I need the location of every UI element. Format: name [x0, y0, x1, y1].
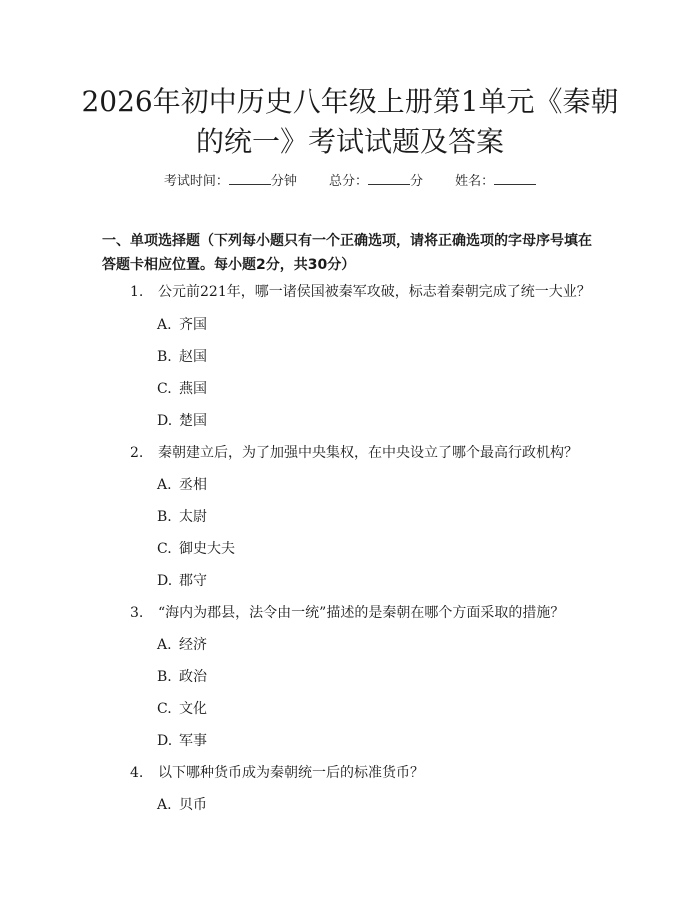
option-letter: A. — [157, 637, 172, 653]
section-heading-line-1: 一、单项选择题（下列每小题只有一个正确选项，请将正确选项的字母序号填在 — [102, 233, 592, 249]
question-4 — [130, 762, 424, 782]
question-number: 3. — [130, 605, 144, 621]
question-number: 4. — [130, 765, 144, 781]
option-letter: B. — [157, 349, 172, 365]
option-text: 郡守 — [179, 573, 207, 589]
exam-time-label: 考试时间： — [163, 174, 229, 189]
question-1-option-a — [157, 314, 207, 334]
question-3-option-d — [157, 730, 207, 750]
section-heading — [102, 229, 602, 277]
exam-time-unit: 分钟 — [270, 174, 297, 189]
question-3-option-c — [157, 698, 207, 718]
option-text: 太尉 — [179, 509, 207, 525]
option-text: 政治 — [179, 669, 207, 685]
question-4-option-a — [157, 794, 207, 814]
option-letter: D. — [157, 573, 173, 589]
option-text: 贝币 — [179, 797, 207, 813]
total-score-blank — [368, 174, 410, 185]
name-label: 姓名： — [455, 174, 495, 189]
question-2-option-b — [157, 506, 207, 526]
question-number: 2. — [130, 445, 144, 461]
option-text: 军事 — [179, 733, 207, 749]
title-line-1: 2026年初中历史八年级上册第1单元《秦朝 — [81, 85, 619, 118]
option-letter: A. — [157, 317, 172, 333]
option-text: 楚国 — [179, 413, 207, 429]
option-text: 赵国 — [179, 349, 207, 365]
question-2-option-c — [157, 538, 235, 558]
question-3-option-b — [157, 666, 207, 686]
question-1-option-c — [157, 378, 207, 398]
question-1-option-b — [157, 346, 207, 366]
exam-meta — [0, 170, 700, 189]
exam-time-field — [164, 174, 301, 189]
question-text: 公元前221年，哪一诸侯国被秦军攻破，标志着秦朝完成了统一大业？ — [158, 284, 591, 300]
name-field — [455, 174, 536, 189]
total-score-label: 总分： — [328, 174, 368, 189]
question-2-option-a — [157, 474, 207, 494]
question-3 — [130, 602, 564, 622]
option-letter: B. — [157, 509, 172, 525]
page-title — [60, 82, 640, 162]
option-letter: C. — [157, 381, 172, 397]
question-2 — [130, 442, 578, 462]
option-letter: A. — [157, 797, 172, 813]
question-1 — [130, 281, 591, 301]
question-number: 1. — [130, 284, 144, 300]
section-heading-line-2: 答题卡相应位置。每小题2分，共30分） — [102, 257, 356, 273]
option-text: 御史大夫 — [179, 541, 235, 557]
option-letter: D. — [157, 733, 173, 749]
option-text: 文化 — [179, 701, 207, 717]
option-text: 燕国 — [179, 381, 207, 397]
total-score-field — [329, 174, 427, 189]
exam-time-blank — [229, 174, 271, 185]
option-letter: B. — [157, 669, 172, 685]
question-1-option-d — [157, 410, 207, 430]
question-text: 以下哪种货币成为秦朝统一后的标准货币？ — [158, 765, 424, 781]
question-text: “海内为郡县，法令由一统”描述的是秦朝在哪个方面采取的措施？ — [158, 605, 565, 621]
option-letter: A. — [157, 477, 172, 493]
question-3-option-a — [157, 634, 207, 654]
option-text: 经济 — [179, 637, 207, 653]
question-2-option-d — [157, 570, 207, 590]
title-line-2: 的统一》考试试题及答案 — [195, 125, 504, 158]
option-text: 丞相 — [179, 477, 207, 493]
option-letter: C. — [157, 541, 172, 557]
option-letter: C. — [157, 701, 172, 717]
total-score-unit: 分 — [410, 174, 424, 189]
name-blank — [494, 174, 536, 185]
question-text: 秦朝建立后，为了加强中央集权，在中央设立了哪个最高行政机构？ — [158, 445, 578, 461]
option-text: 齐国 — [179, 317, 207, 333]
option-letter: D. — [157, 413, 173, 429]
